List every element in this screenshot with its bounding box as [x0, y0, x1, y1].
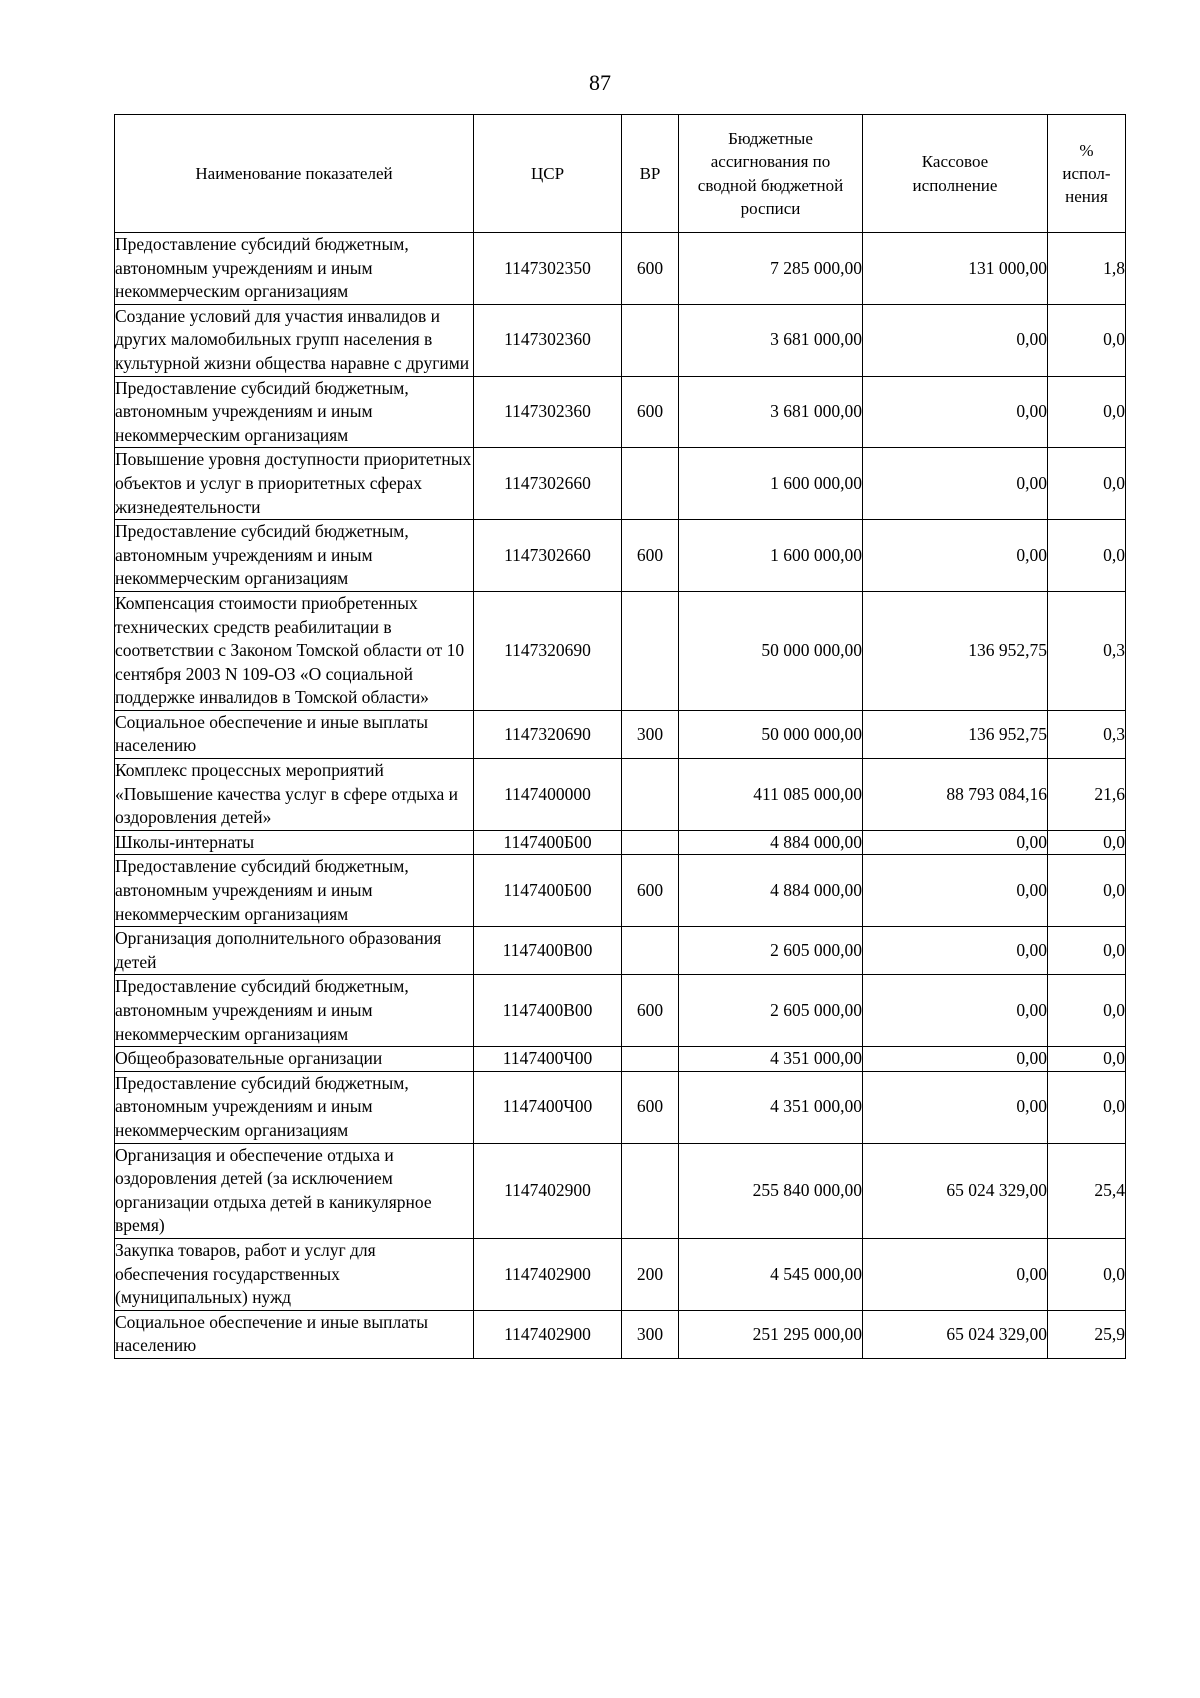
table-row — [115, 304, 1126, 376]
cell-name: Предоставление субсидий бюджетным, автономным учреждениям и иным некоммерческим организациям — [115, 975, 474, 1047]
cell-csr: 1147400Б00 — [474, 830, 622, 855]
cell-pct: 0,0 — [1048, 376, 1126, 448]
table-row — [115, 1047, 1126, 1072]
cell-vr: 600 — [622, 520, 679, 592]
cell-cash: 0,00 — [863, 304, 1048, 376]
cell-budget: 7 285 000,00 — [679, 233, 863, 305]
cell-pct: 0,0 — [1048, 855, 1126, 927]
header-budget: Бюджетные ассигнования по сводной бюджетной росписи — [679, 115, 863, 233]
table-row — [115, 759, 1126, 831]
table-row — [115, 855, 1126, 927]
cell-pct: 25,9 — [1048, 1310, 1126, 1358]
cell-budget: 2 605 000,00 — [679, 975, 863, 1047]
table-header-row — [115, 115, 1126, 233]
cell-budget: 1 600 000,00 — [679, 448, 863, 520]
cell-cash: 0,00 — [863, 975, 1048, 1047]
page-number: 87 — [589, 70, 611, 95]
cell-csr: 1147402900 — [474, 1238, 622, 1310]
cell-vr — [622, 927, 679, 975]
budget-table — [114, 114, 1126, 1359]
table-row — [115, 830, 1126, 855]
cell-name: Общеобразовательные организации — [115, 1047, 474, 1072]
table-row — [115, 710, 1126, 758]
cell-cash: 65 024 329,00 — [863, 1310, 1048, 1358]
cell-pct: 0,0 — [1048, 448, 1126, 520]
cell-vr: 300 — [622, 1310, 679, 1358]
cell-cash: 0,00 — [863, 1047, 1048, 1072]
cell-vr: 600 — [622, 855, 679, 927]
cell-name: Предоставление субсидий бюджетным, автономным учреждениям и иным некоммерческим организациям — [115, 233, 474, 305]
table-row — [115, 1143, 1126, 1238]
cell-vr: 300 — [622, 710, 679, 758]
cell-pct: 0,0 — [1048, 927, 1126, 975]
cell-csr: 1147302660 — [474, 448, 622, 520]
cell-cash: 0,00 — [863, 520, 1048, 592]
cell-pct: 1,8 — [1048, 233, 1126, 305]
cell-vr: 200 — [622, 1238, 679, 1310]
table-row — [115, 376, 1126, 448]
cell-budget: 4 884 000,00 — [679, 830, 863, 855]
cell-cash: 136 952,75 — [863, 591, 1048, 710]
cell-csr: 1147400Б00 — [474, 855, 622, 927]
table-row — [115, 1238, 1126, 1310]
cell-csr: 1147302360 — [474, 304, 622, 376]
cell-name: Повышение уровня доступности приоритетных объектов и услуг в приоритетных сферах жизнедеятельности — [115, 448, 474, 520]
cell-name: Организация и обеспечение отдыха и оздоровления детей (за исключением организации отдыха детей в каникулярное время) — [115, 1143, 474, 1238]
cell-vr — [622, 591, 679, 710]
cell-cash: 88 793 084,16 — [863, 759, 1048, 831]
cell-cash: 0,00 — [863, 1071, 1048, 1143]
cell-cash: 0,00 — [863, 1238, 1048, 1310]
cell-pct: 0,0 — [1048, 520, 1126, 592]
header-cash: Кассовое исполнение — [863, 115, 1048, 233]
cell-csr: 1147320690 — [474, 710, 622, 758]
cell-budget: 4 545 000,00 — [679, 1238, 863, 1310]
cell-budget: 4 884 000,00 — [679, 855, 863, 927]
cell-pct: 0,0 — [1048, 1047, 1126, 1072]
cell-csr: 1147400000 — [474, 759, 622, 831]
cell-csr: 1147400В00 — [474, 975, 622, 1047]
table-row — [115, 448, 1126, 520]
cell-csr: 1147320690 — [474, 591, 622, 710]
cell-pct: 0,3 — [1048, 591, 1126, 710]
cell-budget: 3 681 000,00 — [679, 304, 863, 376]
cell-budget: 251 295 000,00 — [679, 1310, 863, 1358]
cell-budget: 255 840 000,00 — [679, 1143, 863, 1238]
cell-pct: 21,6 — [1048, 759, 1126, 831]
cell-csr: 1147400Ч00 — [474, 1071, 622, 1143]
table-row — [115, 1310, 1126, 1358]
cell-csr: 1147302350 — [474, 233, 622, 305]
table-row — [115, 927, 1126, 975]
cell-cash: 0,00 — [863, 376, 1048, 448]
cell-pct: 0,0 — [1048, 975, 1126, 1047]
cell-cash: 131 000,00 — [863, 233, 1048, 305]
cell-name: Предоставление субсидий бюджетным, автономным учреждениям и иным некоммерческим организациям — [115, 855, 474, 927]
cell-name: Школы-интернаты — [115, 830, 474, 855]
cell-budget: 3 681 000,00 — [679, 376, 863, 448]
header-name: Наименование показателей — [115, 115, 474, 233]
cell-name: Предоставление субсидий бюджетным, автономным учреждениям и иным некоммерческим организациям — [115, 1071, 474, 1143]
cell-vr: 600 — [622, 233, 679, 305]
cell-cash: 136 952,75 — [863, 710, 1048, 758]
cell-budget: 1 600 000,00 — [679, 520, 863, 592]
cell-vr — [622, 830, 679, 855]
cell-name: Комплекс процессных мероприятий «Повышение качества услуг в сфере отдыха и оздоровления детей» — [115, 759, 474, 831]
cell-vr — [622, 759, 679, 831]
cell-csr: 1147400В00 — [474, 927, 622, 975]
cell-csr: 1147402900 — [474, 1143, 622, 1238]
cell-pct: 0,3 — [1048, 710, 1126, 758]
cell-vr — [622, 1143, 679, 1238]
cell-name: Создание условий для участия инвалидов и других маломобильных групп населения в культурной жизни общества наравне с другими — [115, 304, 474, 376]
cell-vr — [622, 1047, 679, 1072]
cell-cash: 0,00 — [863, 448, 1048, 520]
cell-pct: 0,0 — [1048, 830, 1126, 855]
cell-vr — [622, 448, 679, 520]
cell-csr: 1147302660 — [474, 520, 622, 592]
cell-pct: 0,0 — [1048, 304, 1126, 376]
cell-cash: 65 024 329,00 — [863, 1143, 1048, 1238]
cell-pct: 25,4 — [1048, 1143, 1126, 1238]
cell-csr: 1147400Ч00 — [474, 1047, 622, 1072]
cell-vr: 600 — [622, 376, 679, 448]
cell-cash: 0,00 — [863, 830, 1048, 855]
cell-pct: 0,0 — [1048, 1071, 1126, 1143]
header-csr: ЦСР — [474, 115, 622, 233]
table-row — [115, 975, 1126, 1047]
table-row — [115, 591, 1126, 710]
cell-name: Компенсация стоимости приобретенных технических средств реабилитации в соответствии с Законом Томской области от 10 сентября 2003 N 109-ОЗ «О социальной поддержке инвалидов в Томской области» — [115, 591, 474, 710]
cell-csr: 1147402900 — [474, 1310, 622, 1358]
cell-pct: 0,0 — [1048, 1238, 1126, 1310]
cell-name: Организация дополнительного образования детей — [115, 927, 474, 975]
cell-vr: 600 — [622, 975, 679, 1047]
header-vr: ВР — [622, 115, 679, 233]
cell-name: Предоставление субсидий бюджетным, автономным учреждениям и иным некоммерческим организациям — [115, 376, 474, 448]
cell-budget: 4 351 000,00 — [679, 1047, 863, 1072]
cell-cash: 0,00 — [863, 927, 1048, 975]
cell-cash: 0,00 — [863, 855, 1048, 927]
table-row — [115, 520, 1126, 592]
table-row — [115, 1071, 1126, 1143]
cell-vr — [622, 304, 679, 376]
table-body — [115, 233, 1126, 1359]
cell-name: Социальное обеспечение и иные выплаты населению — [115, 710, 474, 758]
cell-budget: 411 085 000,00 — [679, 759, 863, 831]
header-pct: % испол-нения — [1048, 115, 1126, 233]
cell-vr: 600 — [622, 1071, 679, 1143]
cell-budget: 50 000 000,00 — [679, 710, 863, 758]
table-row — [115, 233, 1126, 305]
cell-budget: 50 000 000,00 — [679, 591, 863, 710]
cell-csr: 1147302360 — [474, 376, 622, 448]
cell-name: Закупка товаров, работ и услуг для обеспечения государственных (муниципальных) нужд — [115, 1238, 474, 1310]
cell-budget: 4 351 000,00 — [679, 1071, 863, 1143]
cell-name: Предоставление субсидий бюджетным, автономным учреждениям и иным некоммерческим организациям — [115, 520, 474, 592]
cell-name: Социальное обеспечение и иные выплаты населению — [115, 1310, 474, 1358]
cell-budget: 2 605 000,00 — [679, 927, 863, 975]
